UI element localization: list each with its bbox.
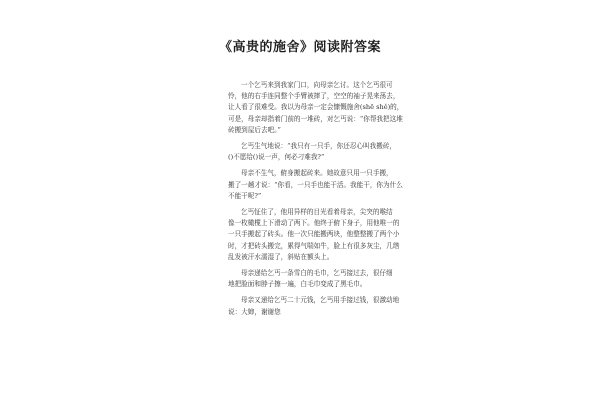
paragraph-5 (228, 268, 393, 290)
paragraph-1 (228, 80, 404, 136)
text-line: 一只手搬起了砖头。他一次只能搬两块，他整整搬了两个小 (228, 230, 400, 239)
text-line: 砖搬到屋后去吧。” (228, 125, 281, 134)
text-line: 母亲又递给乞丐二十元钱，乞丐用手接过钱，很激动地 (241, 296, 400, 305)
text-line: 怜，他的右手连同整个手臂被摔了，空空的袖子晃来荡去， (228, 92, 400, 101)
text-line: 乞丐怔住了，他用异样的目光看着母亲，尖突的喉结 (241, 208, 393, 217)
page-title: 《高贵的施舍》阅读附答案 (218, 40, 381, 55)
paragraph-4 (228, 207, 400, 263)
text-line: 乱发被汗水濡湿了，斜贴在额头上。 (228, 252, 334, 261)
paragraph-3 (228, 168, 403, 202)
text-line: 不能干呢?” (228, 191, 262, 200)
text-line: 母亲不生气，俯身搬起砖来。她故意只用一只手搬， (241, 169, 393, 178)
article-body (228, 80, 404, 323)
text-line: 说：大婶，谢谢您 (228, 307, 281, 316)
paragraph-6 (228, 295, 400, 317)
text-line: 搬了一趟才说：“你看，一只手也能干活。我能干，你为什么 (228, 180, 403, 189)
text-line: 可是，母亲却指着门前的一堆砖，对乞丐说：“你帮我把这堆 (228, 114, 403, 123)
text-line: 乞丐生气地说：“我只有一只手，你还忍心叫我搬砖， (241, 142, 397, 151)
text-line: 让人看了很难受。我以为母亲一定会慷慨施舍(shē shě)的， (228, 103, 404, 112)
text-line: 时，才把砖头搬完，累得气喘如牛，脸上有很多灰尘，几绺 (228, 241, 400, 250)
paragraph-2 (228, 141, 397, 163)
text-line: 像一枚橄榄上下滑动了两下。他终于俯下身子，用他唯一的 (228, 219, 400, 228)
text-line: ()不愿给()说一声，何必刁难我?” (228, 153, 325, 162)
text-line: 一个乞丐来到我家门口，向母亲乞讨。这个乞丐很可 (241, 81, 393, 89)
text-line: 地把脸面和脖子擦一遍，白毛巾变成了黑毛巾。 (228, 280, 367, 289)
text-line: 母亲递给乞丐一条雪白的毛巾，乞丐接过去，很仔细 (241, 269, 393, 278)
